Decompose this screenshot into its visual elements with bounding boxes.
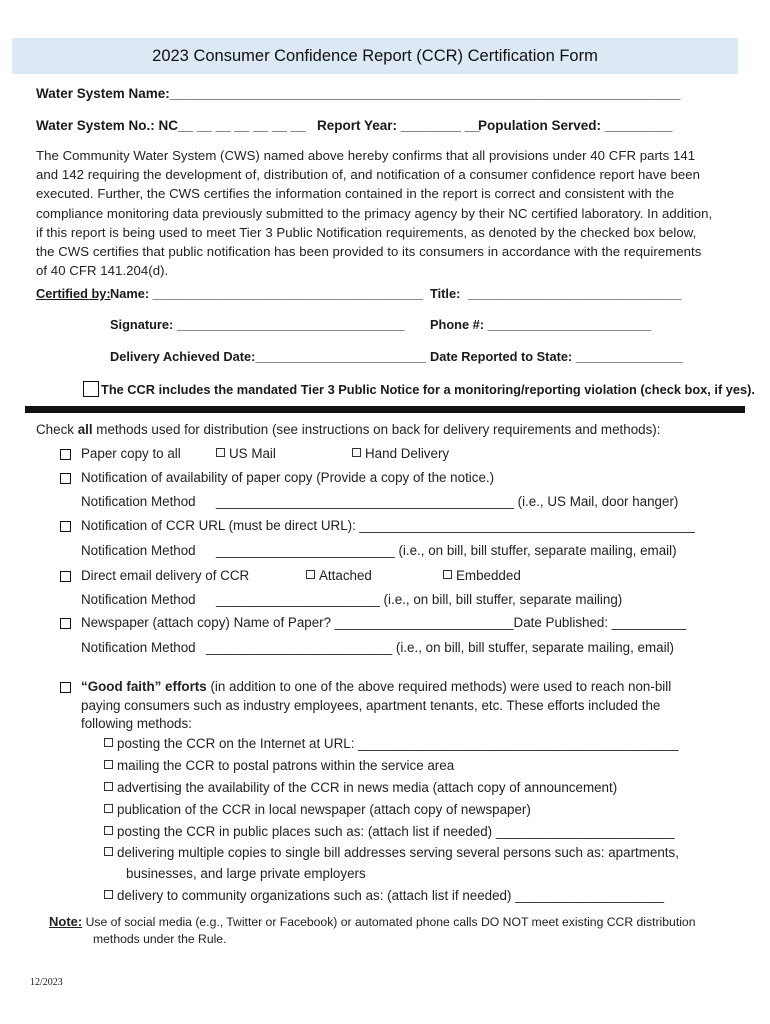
report-year-field[interactable]: Report Year: ________ __	[317, 118, 480, 133]
distribution-intro: Check all methods used for distribution (see instructions on back for delivery requirements and methods):	[36, 422, 661, 437]
title-field[interactable]: ______________________________	[468, 286, 682, 301]
hand-delivery-option[interactable]: Hand Delivery	[352, 446, 449, 461]
title-label: Title:	[430, 286, 461, 301]
tier3-checkbox[interactable]	[83, 381, 99, 397]
population-served-field[interactable]: Population Served: _________	[478, 118, 673, 133]
water-system-no-field[interactable]: Water System No.: NC__ __ __ __ __ __ __	[36, 118, 306, 133]
effort-checkbox[interactable]	[104, 760, 113, 769]
certified-by-label: Certified by:	[36, 286, 111, 301]
effort-checkbox[interactable]	[104, 890, 113, 899]
name-field[interactable]: Name: ______________________________________	[110, 286, 424, 301]
good-faith-text-2: paying consumers such as industry employees, apartment tenants, etc. These efforts included the	[81, 698, 661, 713]
effort-item[interactable]: delivering multiple copies to single bill addresses serving several persons such as: apartments,	[104, 845, 679, 860]
notification-paper-label: Notification of availability of paper copy (Provide a copy of the notice.)	[81, 470, 495, 485]
date-reported-field[interactable]: Date Reported to State: _______________	[430, 349, 683, 364]
paper-copy-label: Paper copy to all	[81, 446, 181, 461]
effort-checkbox[interactable]	[104, 826, 113, 835]
effort-item[interactable]: advertising the availability of the CCR in news media (attach copy of announcement)	[104, 780, 617, 795]
effort-item[interactable]: delivery to community organizations such as: (attach list if needed) ____________________	[104, 888, 664, 903]
newspaper-field[interactable]: Newspaper (attach copy) Name of Paper? ________________________Date Published: __________	[81, 615, 687, 630]
good-faith-checkbox[interactable]	[60, 682, 71, 693]
good-faith-text-3: following methods:	[81, 716, 192, 731]
effort-item[interactable]: mailing the CCR to postal patrons within the service area	[104, 758, 454, 773]
good-faith-heading: “Good faith” efforts (in addition to one of the above required methods) were used to reach non-bill	[81, 679, 672, 694]
note-label: Note:	[49, 914, 83, 929]
notification-method-1-field[interactable]: ________________________________________ (i.e., US Mail, door hanger)	[216, 494, 679, 509]
effort-checkbox[interactable]	[104, 738, 113, 747]
notification-method-4-field[interactable]: _________________________ (i.e., on bill, bill stuffer, separate mailing, email)	[206, 640, 675, 655]
water-system-name-field[interactable]: Water System Name:____________________________________________________________________	[36, 86, 681, 101]
attached-option[interactable]: Attached	[306, 568, 372, 583]
ccr-url-field[interactable]: Notification of CCR URL (must be direct URL): _____________________________________________	[81, 518, 695, 533]
phone-field[interactable]: Phone #: _______________________	[430, 317, 652, 332]
note: Note: Use of social media (e.g., Twitter or Facebook) or automated phone calls DO NOT meet existing CCR distribution	[49, 914, 696, 929]
paper-copy-checkbox[interactable]	[60, 449, 71, 460]
embedded-option[interactable]: Embedded	[443, 568, 521, 583]
direct-email-checkbox[interactable]	[60, 571, 71, 582]
notification-method-label: Notification Method	[81, 543, 196, 558]
certification-paragraph: The Community Water System (CWS) named above hereby confirms that all provisions under 40 CFR parts 141 and 142 requiring the development of, distribution of, and notification of a consumer confidence report have been executed. Further, the CWS certifies the information contained in the report is correct and consistent with the compliance monitoring data previously submitted to the primacy agency by their NC certified laboratory. In addition, if this report is being used to meet Tier 3 Public Notification requirements, as denoted by the checked box below, the CWS certifies that public notification has been provided to its consumers in accordance with the requirements of 40 CFR 141.204(d).	[36, 148, 713, 279]
notification-method-2-field[interactable]: ________________________ (i.e., on bill, bill stuffer, separate mailing, email)	[216, 543, 677, 558]
notification-method-label: Notification Method	[81, 592, 196, 607]
embedded-checkbox[interactable]	[443, 570, 452, 579]
note-continued: methods under the Rule.	[93, 932, 227, 946]
us-mail-checkbox[interactable]	[216, 448, 225, 457]
newspaper-checkbox[interactable]	[60, 618, 71, 629]
notification-method-label: Notification Method	[81, 640, 196, 655]
effort-item[interactable]: posting the CCR in public places such as: (attach list if needed) ________________________	[104, 824, 675, 839]
hand-delivery-checkbox[interactable]	[352, 448, 361, 457]
notification-paper-checkbox[interactable]	[60, 473, 71, 484]
effort-checkbox[interactable]	[104, 782, 113, 791]
effort-item[interactable]: publication of the CCR in local newspaper (attach copy of newspaper)	[104, 802, 531, 817]
notification-method-3-field[interactable]: ______________________ (i.e., on bill, bill stuffer, separate mailing)	[216, 592, 623, 607]
footer-date: 12/2023	[30, 977, 63, 988]
effort-item[interactable]: posting the CCR on the Internet at URL: ___________________________________________	[104, 736, 678, 751]
tier3-notice-label: The CCR includes the mandated Tier 3 Public Notice for a monitoring/reporting violation (check box, if yes).	[101, 382, 755, 397]
delivery-achieved-date-field[interactable]: Delivery Achieved Date:________________________	[110, 349, 427, 364]
section-divider	[25, 406, 745, 413]
form-title: 2023 Consumer Confidence Report (CCR) Certification Form	[152, 47, 598, 65]
us-mail-option[interactable]: US Mail	[216, 446, 276, 461]
effort-checkbox[interactable]	[104, 804, 113, 813]
effort-checkbox[interactable]	[104, 847, 113, 856]
attached-checkbox[interactable]	[306, 570, 315, 579]
title-bar	[12, 38, 738, 74]
effort-item-continued: businesses, and large private employers	[126, 866, 366, 881]
ccr-url-checkbox[interactable]	[60, 521, 71, 532]
notification-method-label: Notification Method	[81, 494, 196, 509]
direct-email-label: Direct email delivery of CCR	[81, 568, 250, 583]
signature-field[interactable]: Signature: ________________________________	[110, 317, 405, 332]
